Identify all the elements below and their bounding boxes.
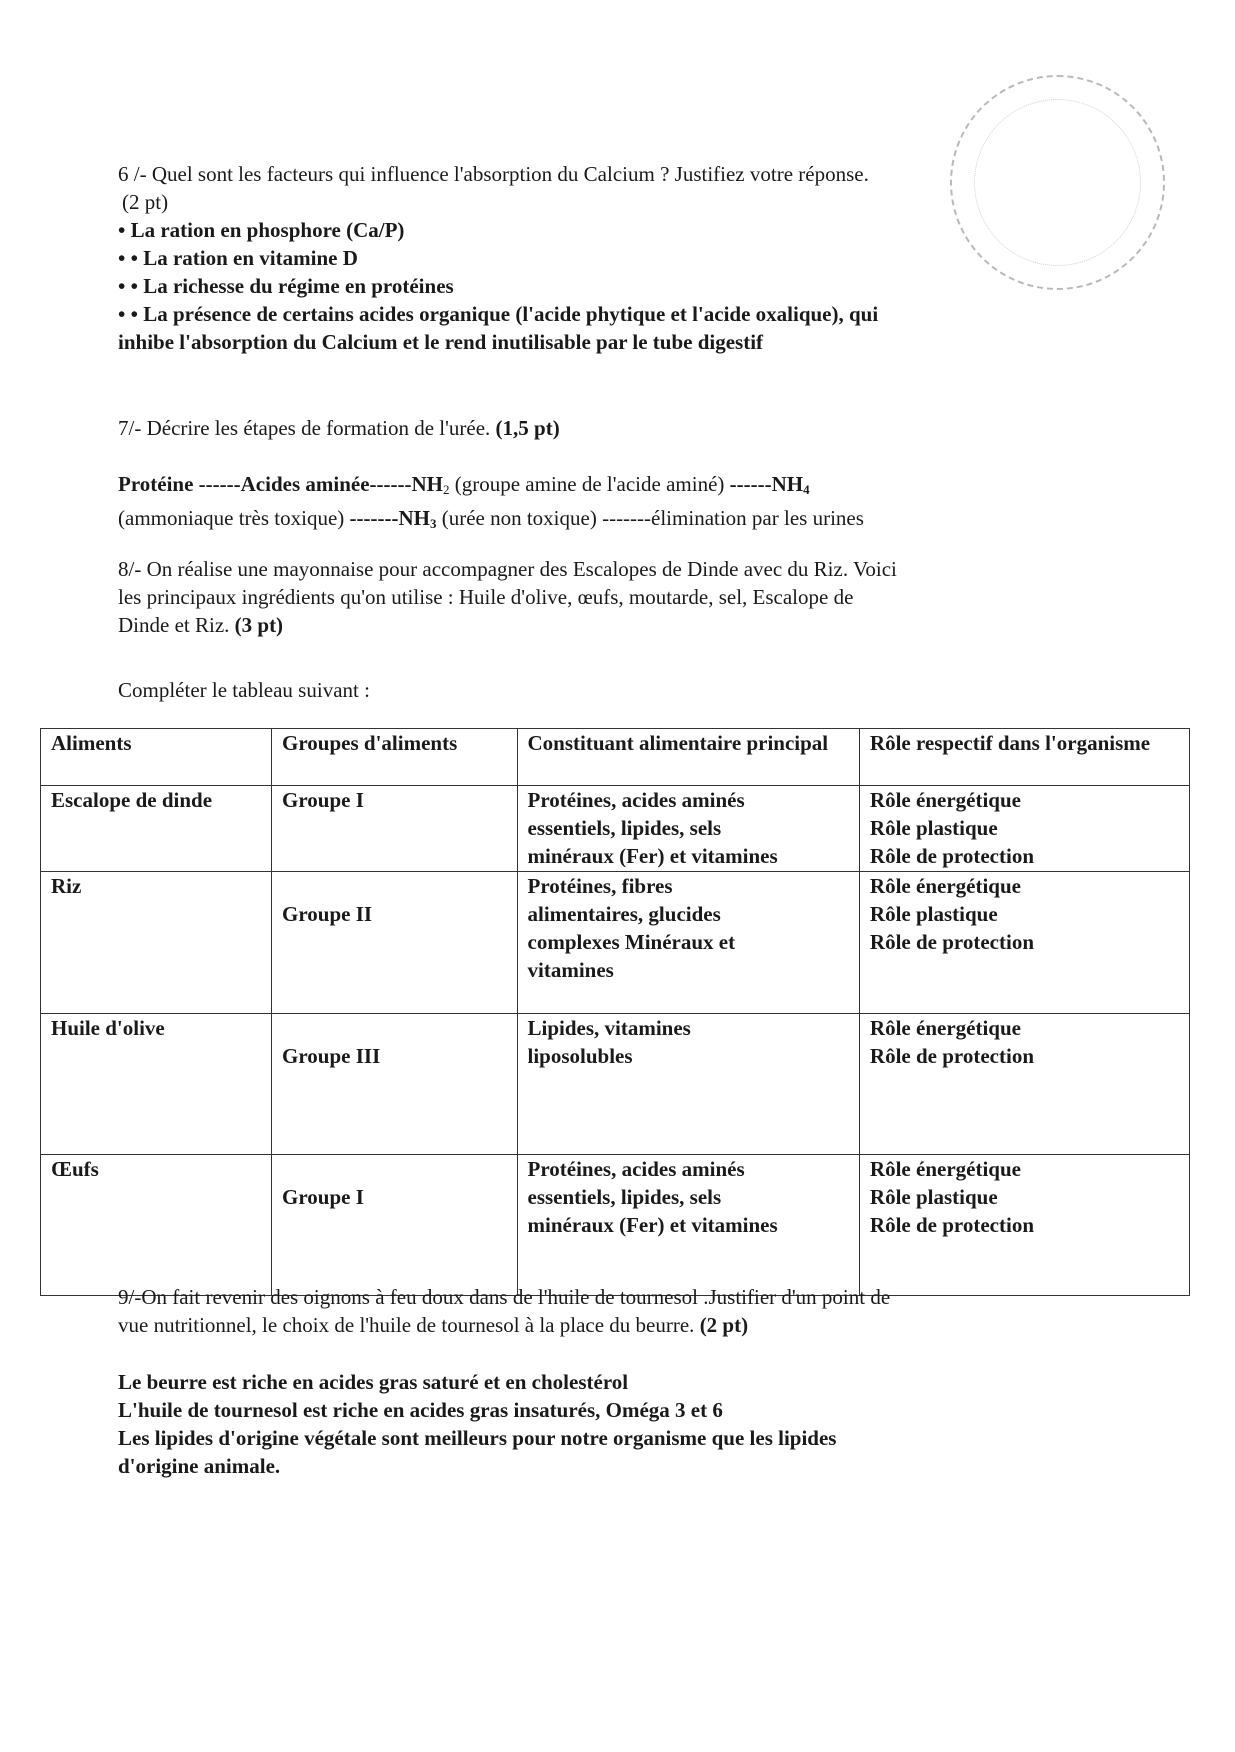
cell-role bbox=[859, 1014, 1189, 1155]
constituant-line: liposolubles bbox=[527, 1044, 633, 1068]
urea-sub-c: 4 bbox=[803, 482, 810, 497]
q6-answer-4: • • La présence de certains acides organique (l'acide phytique et l'acide oxalique), qui bbox=[118, 302, 879, 326]
q6-answer-2: • • La ration en vitamine D bbox=[118, 246, 358, 270]
role-line: Rôle énergétique bbox=[869, 1157, 1021, 1181]
urea-formation bbox=[118, 470, 1078, 538]
header-constituant: Constituant alimentaire principal bbox=[517, 729, 859, 786]
constituant-line: Lipides, vitamines bbox=[527, 1016, 691, 1040]
constituant-line: Protéines, acides aminés bbox=[527, 1157, 745, 1181]
role-line: Rôle plastique bbox=[869, 1185, 998, 1209]
cell-constituant bbox=[517, 1155, 859, 1296]
q9-line-2 bbox=[118, 1311, 1078, 1339]
cell-constituant bbox=[517, 1014, 859, 1155]
role-line: Rôle de protection bbox=[869, 844, 1035, 868]
constituant-line: Protéines, fibres bbox=[527, 874, 673, 898]
q8-instruction: Compléter le tableau suivant : bbox=[118, 678, 370, 702]
cell-groupe: Groupe I bbox=[272, 786, 517, 872]
q8-line-3-text: Dinde et Riz. bbox=[118, 613, 235, 637]
urea-step-e: -------NH bbox=[349, 506, 430, 530]
constituant-line: essentiels, lipides, sels bbox=[527, 1185, 722, 1209]
q8-line-3 bbox=[118, 611, 1078, 639]
table-row bbox=[41, 1014, 1190, 1155]
role-line: Rôle plastique bbox=[869, 816, 998, 840]
role-line: Rôle de protection bbox=[869, 1044, 1035, 1068]
q8-line-1: 8/- On réalise une mayonnaise pour accompagner des Escalopes de Dinde avec du Riz. Voici bbox=[118, 557, 897, 581]
constituant-line: minéraux (Fer) et vitamines bbox=[527, 1213, 778, 1237]
q9-answer-4: d'origine animale. bbox=[118, 1454, 281, 1478]
q6-answer-3: • • La richesse du régime en protéines bbox=[118, 274, 454, 298]
role-line: Rôle plastique bbox=[869, 902, 998, 926]
table-header-row bbox=[41, 729, 1190, 786]
table-row bbox=[41, 786, 1190, 872]
constituant-line: minéraux (Fer) et vitamines bbox=[527, 844, 778, 868]
q6-answer-1: • La ration en phosphore (Ca/P) bbox=[118, 218, 405, 242]
question-8 bbox=[118, 555, 1078, 639]
cell-role bbox=[859, 786, 1189, 872]
header-role: Rôle respectif dans l'organisme bbox=[859, 729, 1189, 786]
constituant-line: Protéines, acides aminés bbox=[527, 788, 745, 812]
q7-points: (1,5 pt) bbox=[495, 416, 560, 440]
cell-aliment: Huile d'olive bbox=[41, 1014, 272, 1155]
cell-role bbox=[859, 1155, 1189, 1296]
urea-step-d: (ammoniaque très toxique) bbox=[118, 506, 350, 530]
urea-sub-e: 3 bbox=[429, 516, 437, 531]
constituant-line: complexes Minéraux et bbox=[527, 930, 736, 954]
question-9 bbox=[118, 1283, 1078, 1339]
q9-answer-2: L'huile de tournesol est riche en acides gras insaturés, Oméga 3 et 6 bbox=[118, 1398, 723, 1422]
urea-step-a: Protéine ------Acides aminée------NH bbox=[118, 472, 443, 496]
role-line: Rôle énergétique bbox=[869, 874, 1021, 898]
constituant-line: vitamines bbox=[527, 958, 614, 982]
cell-constituant bbox=[517, 872, 859, 1014]
q9-points: (2 pt) bbox=[699, 1313, 749, 1337]
q8-points: (3 pt) bbox=[234, 613, 284, 637]
urea-step-c: ------NH bbox=[729, 472, 804, 496]
question-7 bbox=[118, 414, 1078, 442]
urea-step-f: (urée non toxique) -------élimination par les urines bbox=[436, 506, 864, 530]
q9-answers bbox=[118, 1368, 1078, 1480]
cell-aliment: Œufs bbox=[41, 1155, 272, 1296]
q6-answer-5: inhibe l'absorption du Calcium et le rend inutilisable par le tube digestif bbox=[118, 330, 764, 354]
q7-question-text: 7/- Décrire les étapes de formation de l'urée. bbox=[118, 416, 491, 440]
q9-answer-1: Le beurre est riche en acides gras saturé et en cholestérol bbox=[118, 1370, 629, 1394]
urea-step-b: (groupe amine de l'acide aminé) bbox=[449, 472, 730, 496]
urea-line-1 bbox=[118, 470, 1078, 504]
role-line: Rôle énergétique bbox=[869, 788, 1021, 812]
role-line: Rôle de protection bbox=[869, 930, 1035, 954]
q9-line-1: 9/-On fait revenir des oignons à feu doux dans de l'huile de tournesol .Justifier d'un point de bbox=[118, 1285, 891, 1309]
table-row bbox=[41, 1155, 1190, 1296]
header-aliments: Aliments bbox=[41, 729, 272, 786]
cell-groupe: Groupe II bbox=[272, 872, 517, 1014]
cell-groupe: Groupe I bbox=[272, 1155, 517, 1296]
q6-question bbox=[118, 160, 1078, 188]
food-groups-table bbox=[40, 728, 1190, 1296]
urea-line-2 bbox=[118, 504, 1078, 538]
q8-line-2: les principaux ingrédients qu'on utilise : Huile d'olive, œufs, moutarde, sel, Escalope de bbox=[118, 585, 854, 609]
cell-aliment: Escalope de dinde bbox=[41, 786, 272, 872]
header-groupes: Groupes d'aliments bbox=[272, 729, 517, 786]
cell-role bbox=[859, 872, 1189, 1014]
question-6 bbox=[118, 160, 1078, 356]
role-line: Rôle énergétique bbox=[869, 1016, 1021, 1040]
q6-question-text: 6 /- Quel sont les facteurs qui influence l'absorption du Calcium ? Justifiez votre réponse. bbox=[118, 162, 869, 186]
table-row bbox=[41, 872, 1190, 1014]
constituant-line: alimentaires, glucides bbox=[527, 902, 721, 926]
q7-question bbox=[118, 414, 1078, 442]
cell-aliment: Riz bbox=[41, 872, 272, 1014]
urea-sub-a: 2 bbox=[442, 482, 450, 497]
role-line: Rôle de protection bbox=[869, 1213, 1035, 1237]
constituant-line: essentiels, lipides, sels bbox=[527, 816, 722, 840]
q6-points: (2 pt) bbox=[122, 190, 169, 214]
cell-constituant bbox=[517, 786, 859, 872]
q9-line-2-text: vue nutritionnel, le choix de l'huile de tournesol à la place du beurre. bbox=[118, 1313, 700, 1337]
cell-groupe: Groupe III bbox=[272, 1014, 517, 1155]
q9-answer-3: Les lipides d'origine végétale sont meilleurs pour notre organisme que les lipides bbox=[118, 1426, 837, 1450]
